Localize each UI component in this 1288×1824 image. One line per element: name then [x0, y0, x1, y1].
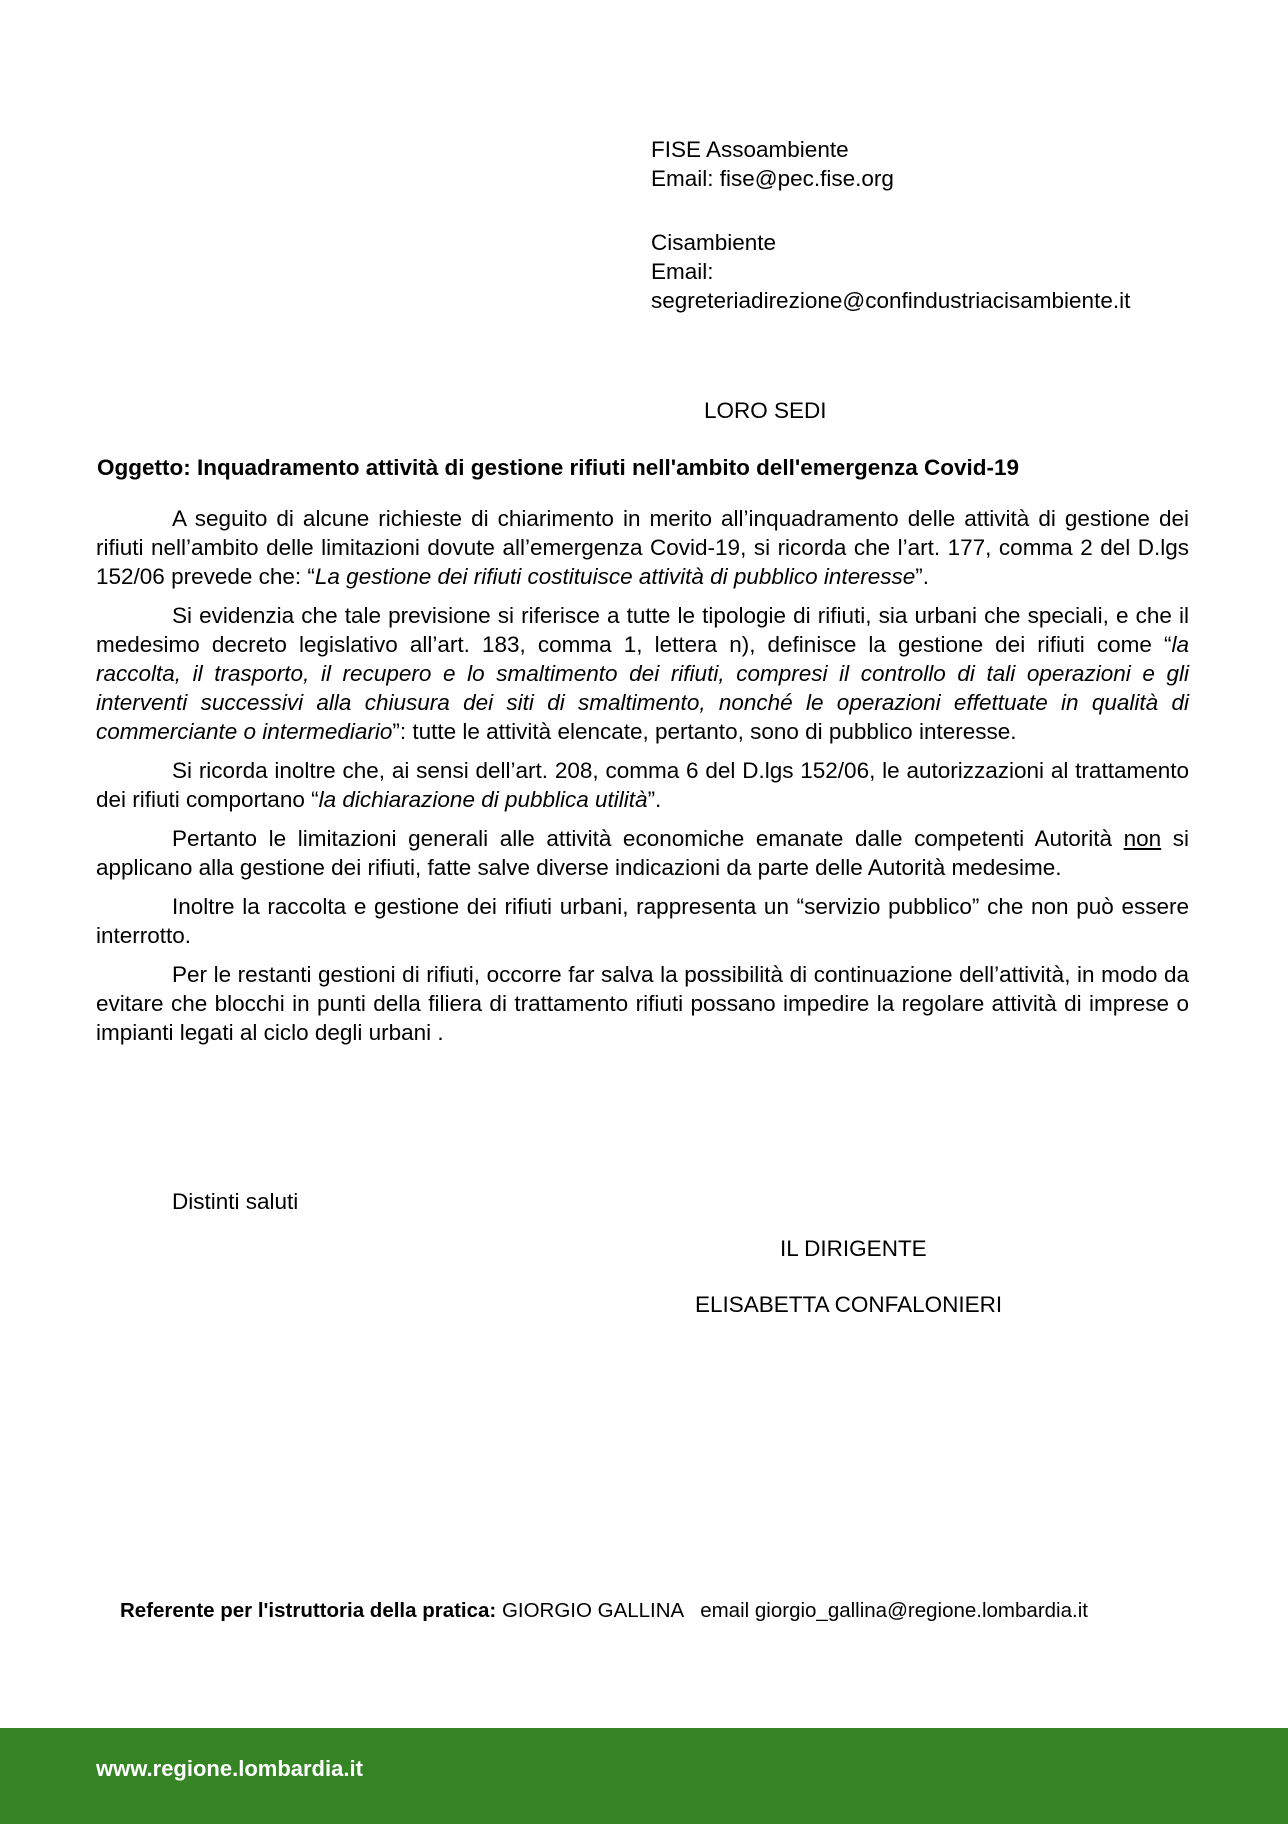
subject-line: Oggetto: Inquadramento attività di gestione rifiuti nell'ambito dell'emergenza Covid-19 [97, 455, 1020, 480]
paragraph-2: Si evidenzia che tale previsione si riferisce a tutte le tipologie di rifiuti, sia urbani che speciali, e che il medesimo decreto legislativo all’art. 183, comma 1, lettera n), definisce la gestione dei rifiuti come “la raccolta, il trasporto, il recupero e lo smaltimento dei rifiuti, compresi il controllo di tali operazioni e gli interventi successivi alla chiusura dei siti di smaltimento, nonché le operazioni effettuate in qualità di commerciante o intermediario”: tutte le attività elencate, pertanto, sono di pubblico interesse. [96, 603, 1189, 744]
referent-label: Referente per l'istruttoria della pratica: [120, 1599, 497, 1622]
footer-website-link[interactable]: www.regione.lombardia.it [96, 1756, 363, 1781]
referent-name: GIORGIO GALLINA [496, 1599, 684, 1622]
recipient-name: FISE Assoambiente [651, 137, 849, 162]
paragraph-5: Inoltre la raccolta e gestione dei rifiuti urbani, rappresenta un “servizio pubblico” che non può essere interrotto. [96, 894, 1189, 948]
recipient-fise [651, 135, 1251, 193]
signer-name: ELISABETTA CONFALONIERI [695, 1292, 1003, 1317]
recipient-email: Email: fise@pec.fise.org [651, 166, 894, 191]
referent-line [120, 1596, 1088, 1625]
footer-bar [0, 1728, 1288, 1824]
recipient-email-label: Email: [651, 259, 714, 284]
paragraph-3: Si ricorda inoltre che, ai sensi dell’art. 208, comma 6 del D.lgs 152/06, le autorizzazioni al trattamento dei rifiuti comportano “la dichiarazione di pubblica utilità”. [96, 758, 1189, 812]
signer-title: IL DIRIGENTE [780, 1236, 927, 1261]
paragraph-6: Per le restanti gestioni di rifiuti, occorre far salva la possibilità di continuazione dell’attività, in modo da evitare che blocchi in punti della filiera di trattamento rifiuti possano impedire la regolare attività di imprese o impianti legati al ciclo degli urbani . [96, 962, 1189, 1045]
recipient-name: Cisambiente [651, 230, 777, 255]
loro-sedi: LORO SEDI [704, 398, 827, 423]
paragraph-1: A seguito di alcune richieste di chiarimento in merito all’inquadramento delle attività di gestione dei rifiuti nell’ambito delle limitazioni dovute all’emergenza Covid-19, si ricorda che l’art. 177, comma 2 del D.lgs 152/06 prevede che: “La gestione dei rifiuti costituisce attività di pubblico interesse”. [96, 506, 1189, 589]
recipient-cisambiente [651, 228, 1251, 315]
referent-email[interactable]: email giorgio_gallina@regione.lombardia.it [683, 1599, 1088, 1622]
letter-body [96, 504, 1189, 1057]
recipient-email: segreteriadirezione@confindustriacisambiente.it [651, 288, 1131, 313]
paragraph-4: Pertanto le limitazioni generali alle attività economiche emanate dalle competenti Autorità non si applicano alla gestione dei rifiuti, fatte salve diverse indicazioni da parte delle Autorità medesime. [96, 826, 1189, 880]
closing-salutation: Distinti saluti [172, 1189, 299, 1214]
